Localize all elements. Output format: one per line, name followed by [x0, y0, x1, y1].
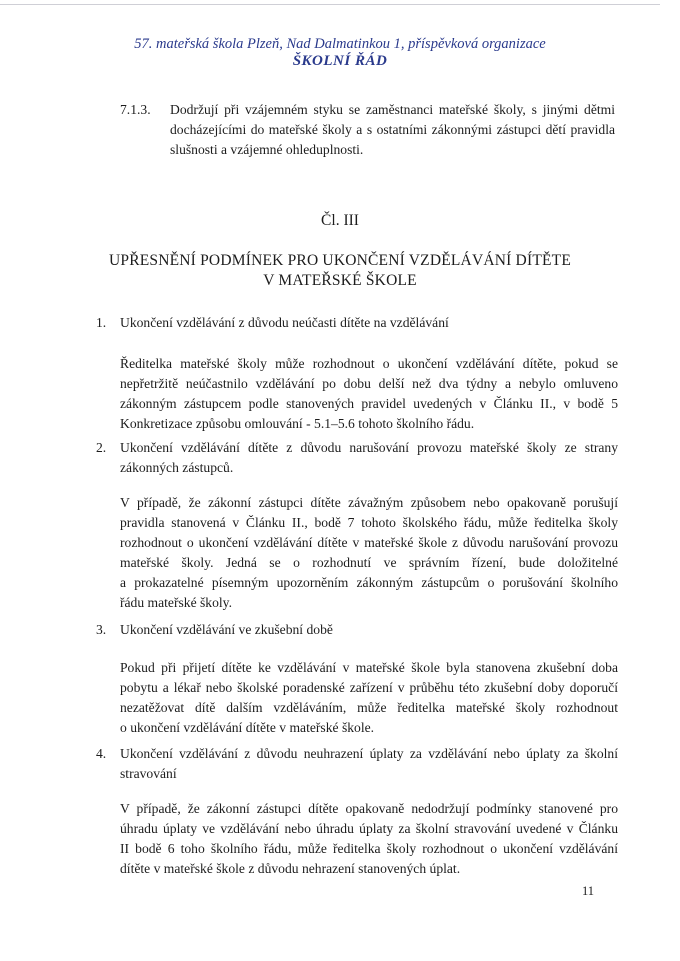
item-body-line: nepřetržitě neúčastnilo vzdělávání po dobu delší než dva týdny a nebylo omluveno — [120, 376, 618, 391]
item-body — [120, 354, 618, 434]
item-title-line: zákonných zástupců. — [120, 460, 234, 475]
intro-paragraph — [120, 100, 615, 160]
item-body-line: Ředitelka mateřské školy může rozhodnout o ukončení vzdělávání dítěte, pokud se — [120, 356, 618, 371]
item-title-line: Ukončení vzdělávání z důvodu neúčasti dítěte na vzdělávání — [120, 315, 449, 330]
article-heading-line: V MATEŘSKÉ ŠKOLE — [263, 272, 417, 289]
document-title: ŠKOLNÍ ŘÁD — [292, 53, 388, 69]
item-number: 3. — [96, 622, 107, 637]
item-title-line: stravování — [120, 766, 177, 781]
item-title — [120, 438, 618, 478]
item-number: 2. — [96, 440, 107, 455]
intro-number: 7.1.3. — [120, 102, 151, 117]
intro-line: docházejícími do mateřské školy a s ostatními zákonnými zástupci dětí pravidla — [170, 122, 615, 137]
item-body-line: dítěte v mateřské škole z důvodu nehrazení stanovených úplat. — [120, 861, 461, 876]
item-body — [120, 493, 618, 613]
item-number: 4. — [96, 746, 107, 761]
item-title — [120, 744, 618, 784]
item-title-line: Ukončení vzdělávání ve zkušební době — [120, 622, 333, 637]
item-body-line: pravidla stanovená v Článku II., bodě 7 tohoto školského řádu, může ředitelka školy — [120, 515, 618, 530]
item-body-line: zákonným zástupcem podle stanovených pravidel uvedených v Článku II., v bodě 5 — [120, 396, 618, 411]
item-body-line: V případě, že zákonní zástupci dítěte opakovaně nedodržují podmínky stanovené pro — [120, 801, 618, 816]
list-item — [96, 313, 618, 434]
item-body-line: řádu mateřské školy. — [120, 595, 232, 610]
school-name: 57. mateřská škola Plzeň, Nad Dalmatinkou 1, příspěvková organizace — [134, 36, 546, 52]
item-body — [120, 799, 618, 879]
item-body-line: rozhodnout o ukončení vzdělávání dítěte v mateřské škole z důvodu narušování provozu — [120, 535, 618, 550]
item-body-line: o ukončení vzdělávání dítěte v mateřské škole. — [120, 720, 375, 735]
page-number: 11 — [582, 884, 595, 898]
item-title — [120, 620, 618, 640]
intro-line: slušnosti a vzájemné ohleduplnosti. — [170, 142, 364, 157]
page-header — [0, 36, 680, 70]
item-body-line: Pokud při přijetí dítěte ke vzdělávání v mateřské škole byla stanovena zkušební doba — [120, 660, 618, 675]
top-border-line — [0, 4, 660, 5]
article-heading-line: UPŘESNĚNÍ PODMÍNEK PRO UKONČENÍ VZDĚLÁVÁNÍ DÍTĚTE — [108, 252, 571, 269]
item-body-line: II bodě 6 toho školního řádu, může ředitelka školy rozhodnout o ukončení vzdělávání — [120, 841, 618, 856]
item-body-line: a prokazatelné písemným upozorněním zákonným zástupcům o porušování školního — [120, 575, 618, 590]
item-title-line: Ukončení vzdělávání dítěte z důvodu narušování provozu mateřské školy ze strany — [120, 440, 618, 455]
intro-line: Dodržují při vzájemném styku se zaměstnanci mateřské školy, s jinými dětmi — [170, 102, 615, 117]
item-title-line: Ukončení vzdělávání z důvodu neuhrazení úplaty za vzdělávání nebo úplaty za školní — [120, 746, 618, 761]
article-heading — [90, 251, 590, 291]
item-body-line: Konkretizace způsobu omlouvání - 5.1–5.6 tohoto školního řádu. — [120, 416, 475, 431]
item-body-line: V případě, že zákonní zástupci dítěte závažným způsobem nebo opakovaně porušují — [120, 495, 618, 510]
item-body-line: nezatěžovat dítě dalším vzděláváním, může ředitelka mateřské školy rozhodnout — [120, 700, 618, 715]
item-body-line: mateřské školy. Jedná se o rozhodnutí ve správním řízení, bude doložitelné — [120, 555, 618, 570]
item-body-line: pobytu a lékař nebo školské poradenské zařízení v průběhu této zkušební doby doporučí — [120, 680, 618, 695]
list-item — [96, 620, 618, 738]
item-body-line: úhradu úplaty ve vzdělávání nebo úhradu úplaty za školní stravování uvedené v Článku — [120, 821, 618, 836]
intro-text — [170, 100, 615, 160]
item-title — [120, 313, 618, 333]
item-number: 1. — [96, 315, 107, 330]
item-body — [120, 658, 618, 738]
list-item — [96, 744, 618, 879]
article-label: Čl. III — [321, 212, 359, 229]
list-item — [96, 438, 618, 613]
